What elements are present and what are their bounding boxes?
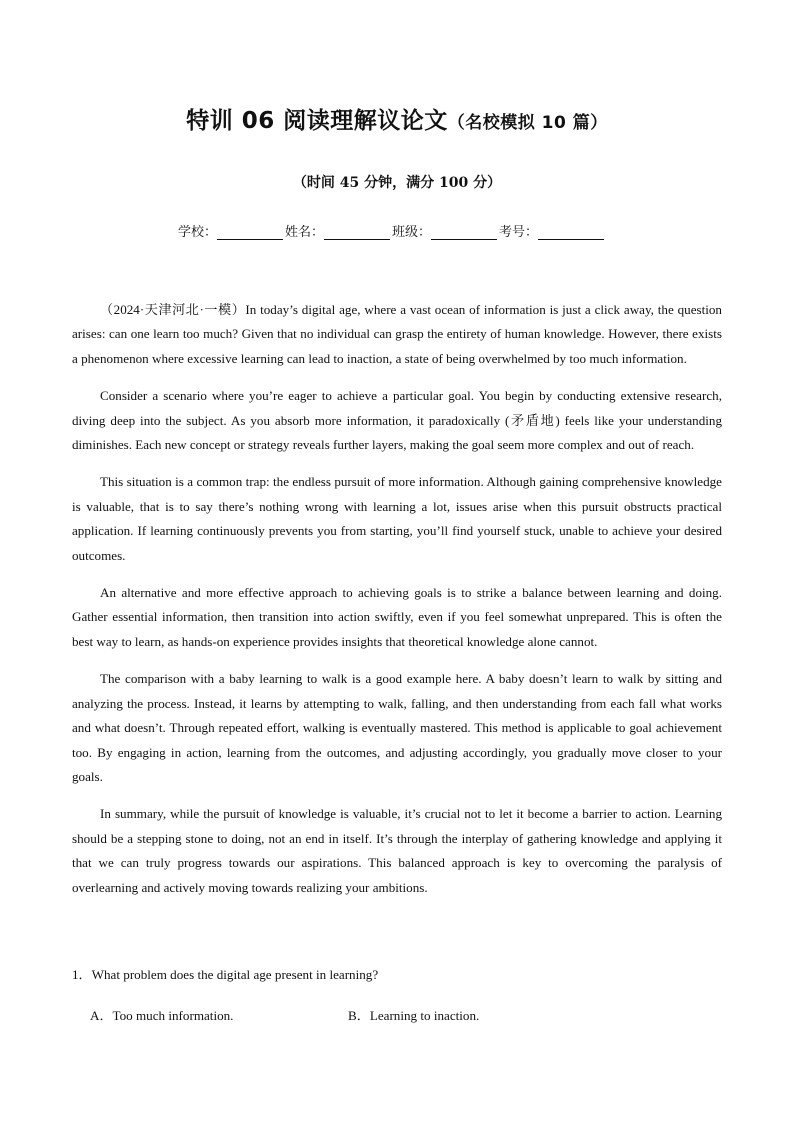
page-title	[0, 102, 794, 135]
title-sub: （名校模拟 10 篇）	[447, 113, 608, 133]
option-a[interactable]: A．Too much information.	[90, 1008, 234, 1023]
name-blank[interactable]	[324, 224, 390, 240]
paragraph-6: In summary, while the pursuit of knowledge is valuable, it’s crucial not to let it become a barrier to action. Learning should be a stepping stone to doing, not an end in itself. It’s through the interplay of gathering knowledge and applying it that we can truly progress towards our aspirations. This balanced approach is key to overcoming the paralysis of overlearning and actively moving towards realizing your ambitions.	[72, 806, 722, 895]
passage-source: （2024·天津河北·一模）	[100, 302, 246, 317]
paragraph-4: An alternative and more effective approach to achieving goals is to strike a balance between learning and doing. Gather essential information, then transition into action swiftly, even if you feel somewhat unprepared. This is often the best way to learn, as hands-on experience provides insights that theoretical knowledge alone cannot.	[72, 585, 722, 649]
school-blank[interactable]	[217, 224, 283, 240]
time-info: （时间 45 分钟，满分 100 分）	[292, 175, 502, 191]
question-1-stem: 1．What problem does the digital age present in learning?	[72, 967, 379, 982]
reading-passage	[72, 298, 722, 913]
paragraph-1-text: In today’s digital age, where a vast ocean of information is just a click away, the question arises: can one learn too much? Given that no individual can grasp the entirety of human knowledge. However, there exists a phenomenon where excessive learning can lead to inaction, a state of being overwhelmed by too much information.	[72, 302, 722, 366]
class-blank[interactable]	[431, 224, 497, 240]
paragraph-1	[72, 298, 722, 371]
exam-number-blank[interactable]	[538, 224, 604, 240]
student-info-row	[178, 221, 606, 240]
name-label: 姓名：	[285, 225, 325, 240]
paragraph-2: Consider a scenario where you’re eager to achieve a particular goal. You begin by conducting extensive research, diving deep into the subject. As you absorb more information, it paradoxically (矛盾地) feels like your understanding diminishes. Each new concept or strategy reveals further layers, making the goal seem more complex and out of reach.	[72, 388, 722, 453]
exam-number-label: 考号：	[499, 225, 539, 240]
title-main: 特训 06 阅读理解议论文	[186, 108, 448, 134]
class-label: 班级：	[392, 225, 432, 240]
paragraph-5: The comparison with a baby learning to walk is a good example here. A baby doesn’t learn to walk by sitting and analyzing the process. Instead, it learns by attempting to walk, falling, and then understanding from each fall what works and what doesn’t. Through repeated effort, walking is eventually mastered. This method is applicable to goal achievement too. By engaging in action, learning from the outcomes, and adjusting accordingly, you gradually move closer to your goals.	[72, 671, 722, 784]
school-label: 学校：	[178, 225, 218, 240]
option-b[interactable]: B．Learning to inaction.	[348, 1008, 480, 1023]
paragraph-3: This situation is a common trap: the endless pursuit of more information. Although gaining comprehensive knowledge is valuable, that is to say there’s nothing wrong with learning a lot, issues arise when this pursuit obstructs practical application. If learning continuously prevents you from starting, you’ll find yourself stuck, unable to achieve your desired outcomes.	[72, 474, 722, 563]
